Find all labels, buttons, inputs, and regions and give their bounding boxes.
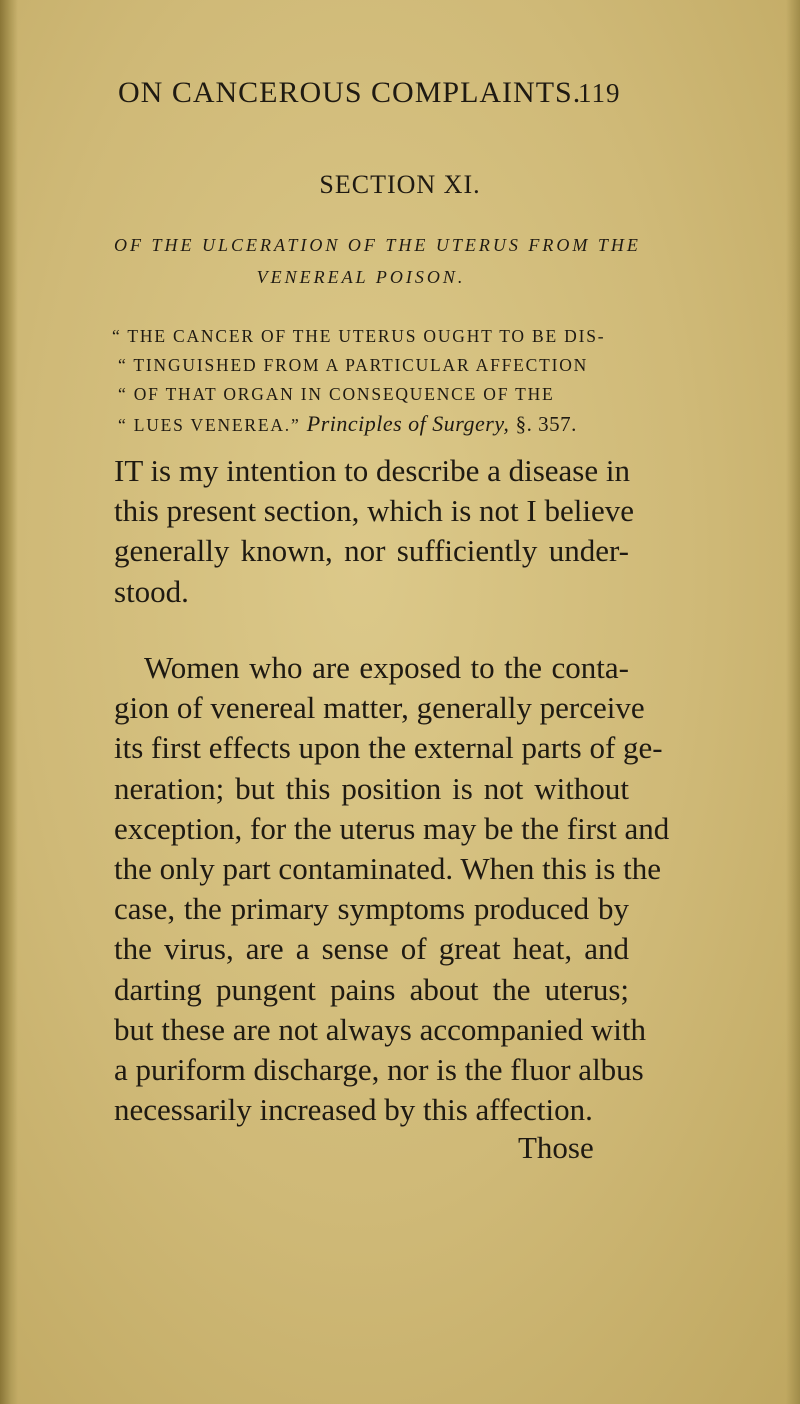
section-title: SECTION XI. bbox=[319, 170, 481, 199]
paragraph-2 bbox=[114, 648, 670, 1130]
text-line: case, the primary symptoms produced by bbox=[114, 891, 629, 927]
text-line: Women who are exposed to the conta- bbox=[144, 650, 629, 685]
epigraph-citation: Principles of Surgery, bbox=[306, 411, 510, 436]
text-line: the virus, are a sense of great heat, and bbox=[114, 931, 629, 967]
text-line: darting pungent pains about the uterus; bbox=[114, 971, 629, 1007]
text-line: a puriform discharge, nor is the fluor albus bbox=[114, 1052, 644, 1088]
subtitle-line: OF THE ULCERATION OF THE UTERUS FROM THE bbox=[114, 235, 641, 255]
text-line: the only part contaminated. When this is the bbox=[114, 851, 661, 887]
text-line: generally known, nor sufficiently under- bbox=[114, 533, 629, 569]
text-line: its first effects upon the external parts of ge- bbox=[114, 730, 663, 766]
text-line: necessarily increased by this affection. bbox=[114, 1092, 593, 1128]
epigraph-line: “ TINGUISHED FROM A PARTICULAR AFFECTION bbox=[118, 355, 589, 375]
text-line: this present section, which is not I believe bbox=[114, 493, 634, 529]
page-number: 119 bbox=[578, 78, 621, 108]
epigraph-line: “ THE CANCER OF THE UTERUS OUGHT TO BE DIS- bbox=[112, 326, 606, 346]
epigraph-line bbox=[112, 409, 692, 440]
text-line: exception, for the uterus may be the first and bbox=[114, 810, 670, 846]
page-edge-right bbox=[786, 0, 800, 1404]
paragraph-1 bbox=[114, 451, 634, 612]
text-line: but these are not always accompanied with bbox=[114, 1011, 646, 1047]
epigraph-quote bbox=[112, 322, 692, 440]
epigraph-text: “ LUES VENEREA.” bbox=[118, 415, 301, 435]
text-line: neration; but this position is not without bbox=[114, 770, 629, 806]
epigraph-line: “ OF THAT ORGAN IN CONSEQUENCE OF THE bbox=[118, 384, 555, 404]
subtitle-line: VENEREAL POISON. bbox=[256, 267, 466, 287]
page-edge-left bbox=[0, 0, 18, 1404]
running-title: ON CANCEROUS COMPLAINTS. bbox=[118, 76, 582, 109]
text-line: IT is my intention to describe a disease in bbox=[114, 453, 630, 488]
section-subtitle bbox=[114, 229, 688, 293]
catchword: Those bbox=[518, 1130, 594, 1165]
text-line: stood. bbox=[114, 573, 189, 609]
text-line: gion of venereal matter, generally perceive bbox=[114, 690, 645, 726]
running-head bbox=[118, 76, 678, 110]
epigraph-section-ref: §. 357. bbox=[515, 412, 577, 436]
